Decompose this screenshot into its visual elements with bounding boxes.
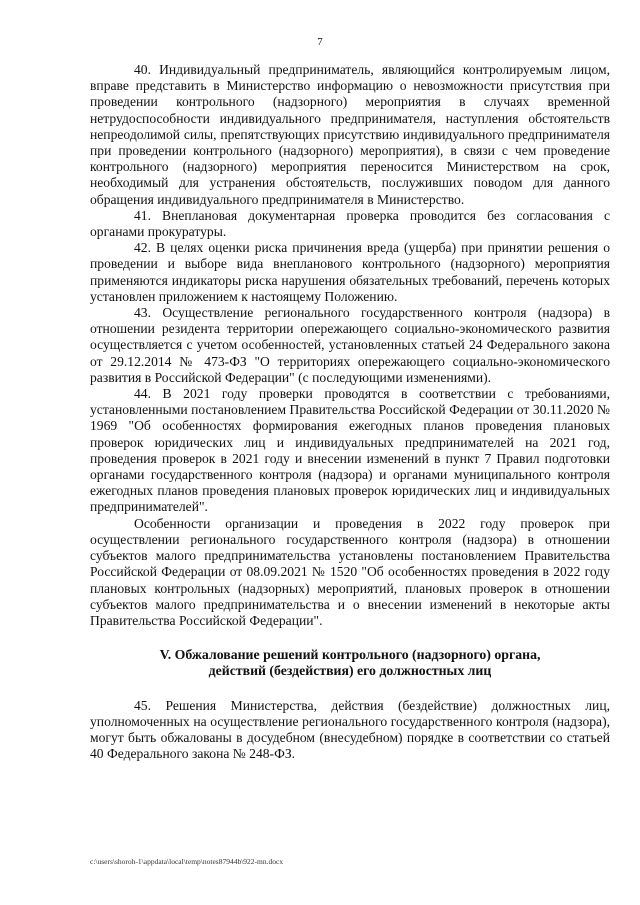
- paragraph-41: 41. Внеплановая документарная проверка проводится без согласования с органами прокуратуры.: [90, 207, 610, 240]
- paragraph-40: 40. Индивидуальный предприниматель, являющийся контролируемым лицом, вправе представить в Министерство информацию о невозможности присутствия при проведении контрольного (надзорного) мероприятия в случаях временной нетрудоспособности индивидуального предпринимателя, наступления обстоятельств непреодолимой силы, препятствующих присутствию индивидуального предпринимателя при проведении контрольного (надзорного) мероприятия), в связи с чем проведение контрольного (надзорного) мероприятия переносится Министерством на срок, необходимый для устранения обстоятельств, послуживших поводом для данного обращения индивидуального предпринимателя в Министерство.: [90, 62, 610, 207]
- section-heading-line-1: V. Обжалование решений контрольного (надзорного) органа,: [159, 647, 541, 663]
- paragraph-44-continuation: Особенности организации и проведения в 2022 году проверок при осуществлении регионального государственного контроля (надзора) в отношении субъектов малого предпринимательства установлены постановлением Правительства Российской Федерации от 08.09.2021 № 1520 "Об особенностях проведения в 2022 году плановых контрольных (надзорных) мероприятий, плановых проверок в отношении субъектов малого предпринимательства и о внесении изменений в некоторые акты Правительства Российской Федерации".: [90, 515, 610, 628]
- section-heading-line-2: действий (бездействия) его должностных лиц: [208, 663, 492, 679]
- paragraph-45: 45. Решения Министерства, действия (бездействие) должностных лиц, уполномоченных на осуществление регионального государственного контроля (надзора), могут быть обжалованы в досудебном (внесудебном) порядке в соответствии со статьей 40 Федерального закона № 248-ФЗ.: [90, 697, 610, 762]
- paragraph-42: 42. В целях оценки риска причинения вреда (ущерба) при принятии решения о проведении и выборе вида внепланового контрольного (надзорного) мероприятия применяются индикаторы риска нарушения обязательных требований, перечень которых установлен приложением к настоящему Положению.: [90, 240, 610, 304]
- section-heading: [90, 647, 610, 679]
- paragraph-43: 43. Осуществление регионального государственного контроля (надзора) в отношении резидента территории опережающего социально-экономического развития осуществляется с учетом особенностей, установленных статьей 24 Федерального закона от 29.12.2014 № 473-ФЗ "О территориях опережающего социально-экономического развития в Российской Федерации" (с последующими изменениями).: [90, 305, 610, 385]
- footer-file-path: c:\users\shoroh-1\appdata\local\temp\notes87944b\922-mn.docx: [90, 857, 284, 866]
- document-body: [90, 62, 610, 762]
- page-number: 7: [317, 36, 323, 48]
- paragraph-44: 44. В 2021 году проверки проводятся в соответствии с требованиями, установленными постановлением Правительства Российской Федерации от 30.11.2020 № 1969 "Об особенностях формирования ежегодных планов проведения плановых проверок юридических лиц и индивидуальных предпринимателей на 2021 год, проведения проверок в 2021 году и внесении изменений в пункт 7 Правил подготовки органами государственного контроля (надзора) и органами муниципального контроля ежегодных планов проведения плановых проверок юридических лиц и индивидуальных предпринимателей".: [90, 386, 610, 515]
